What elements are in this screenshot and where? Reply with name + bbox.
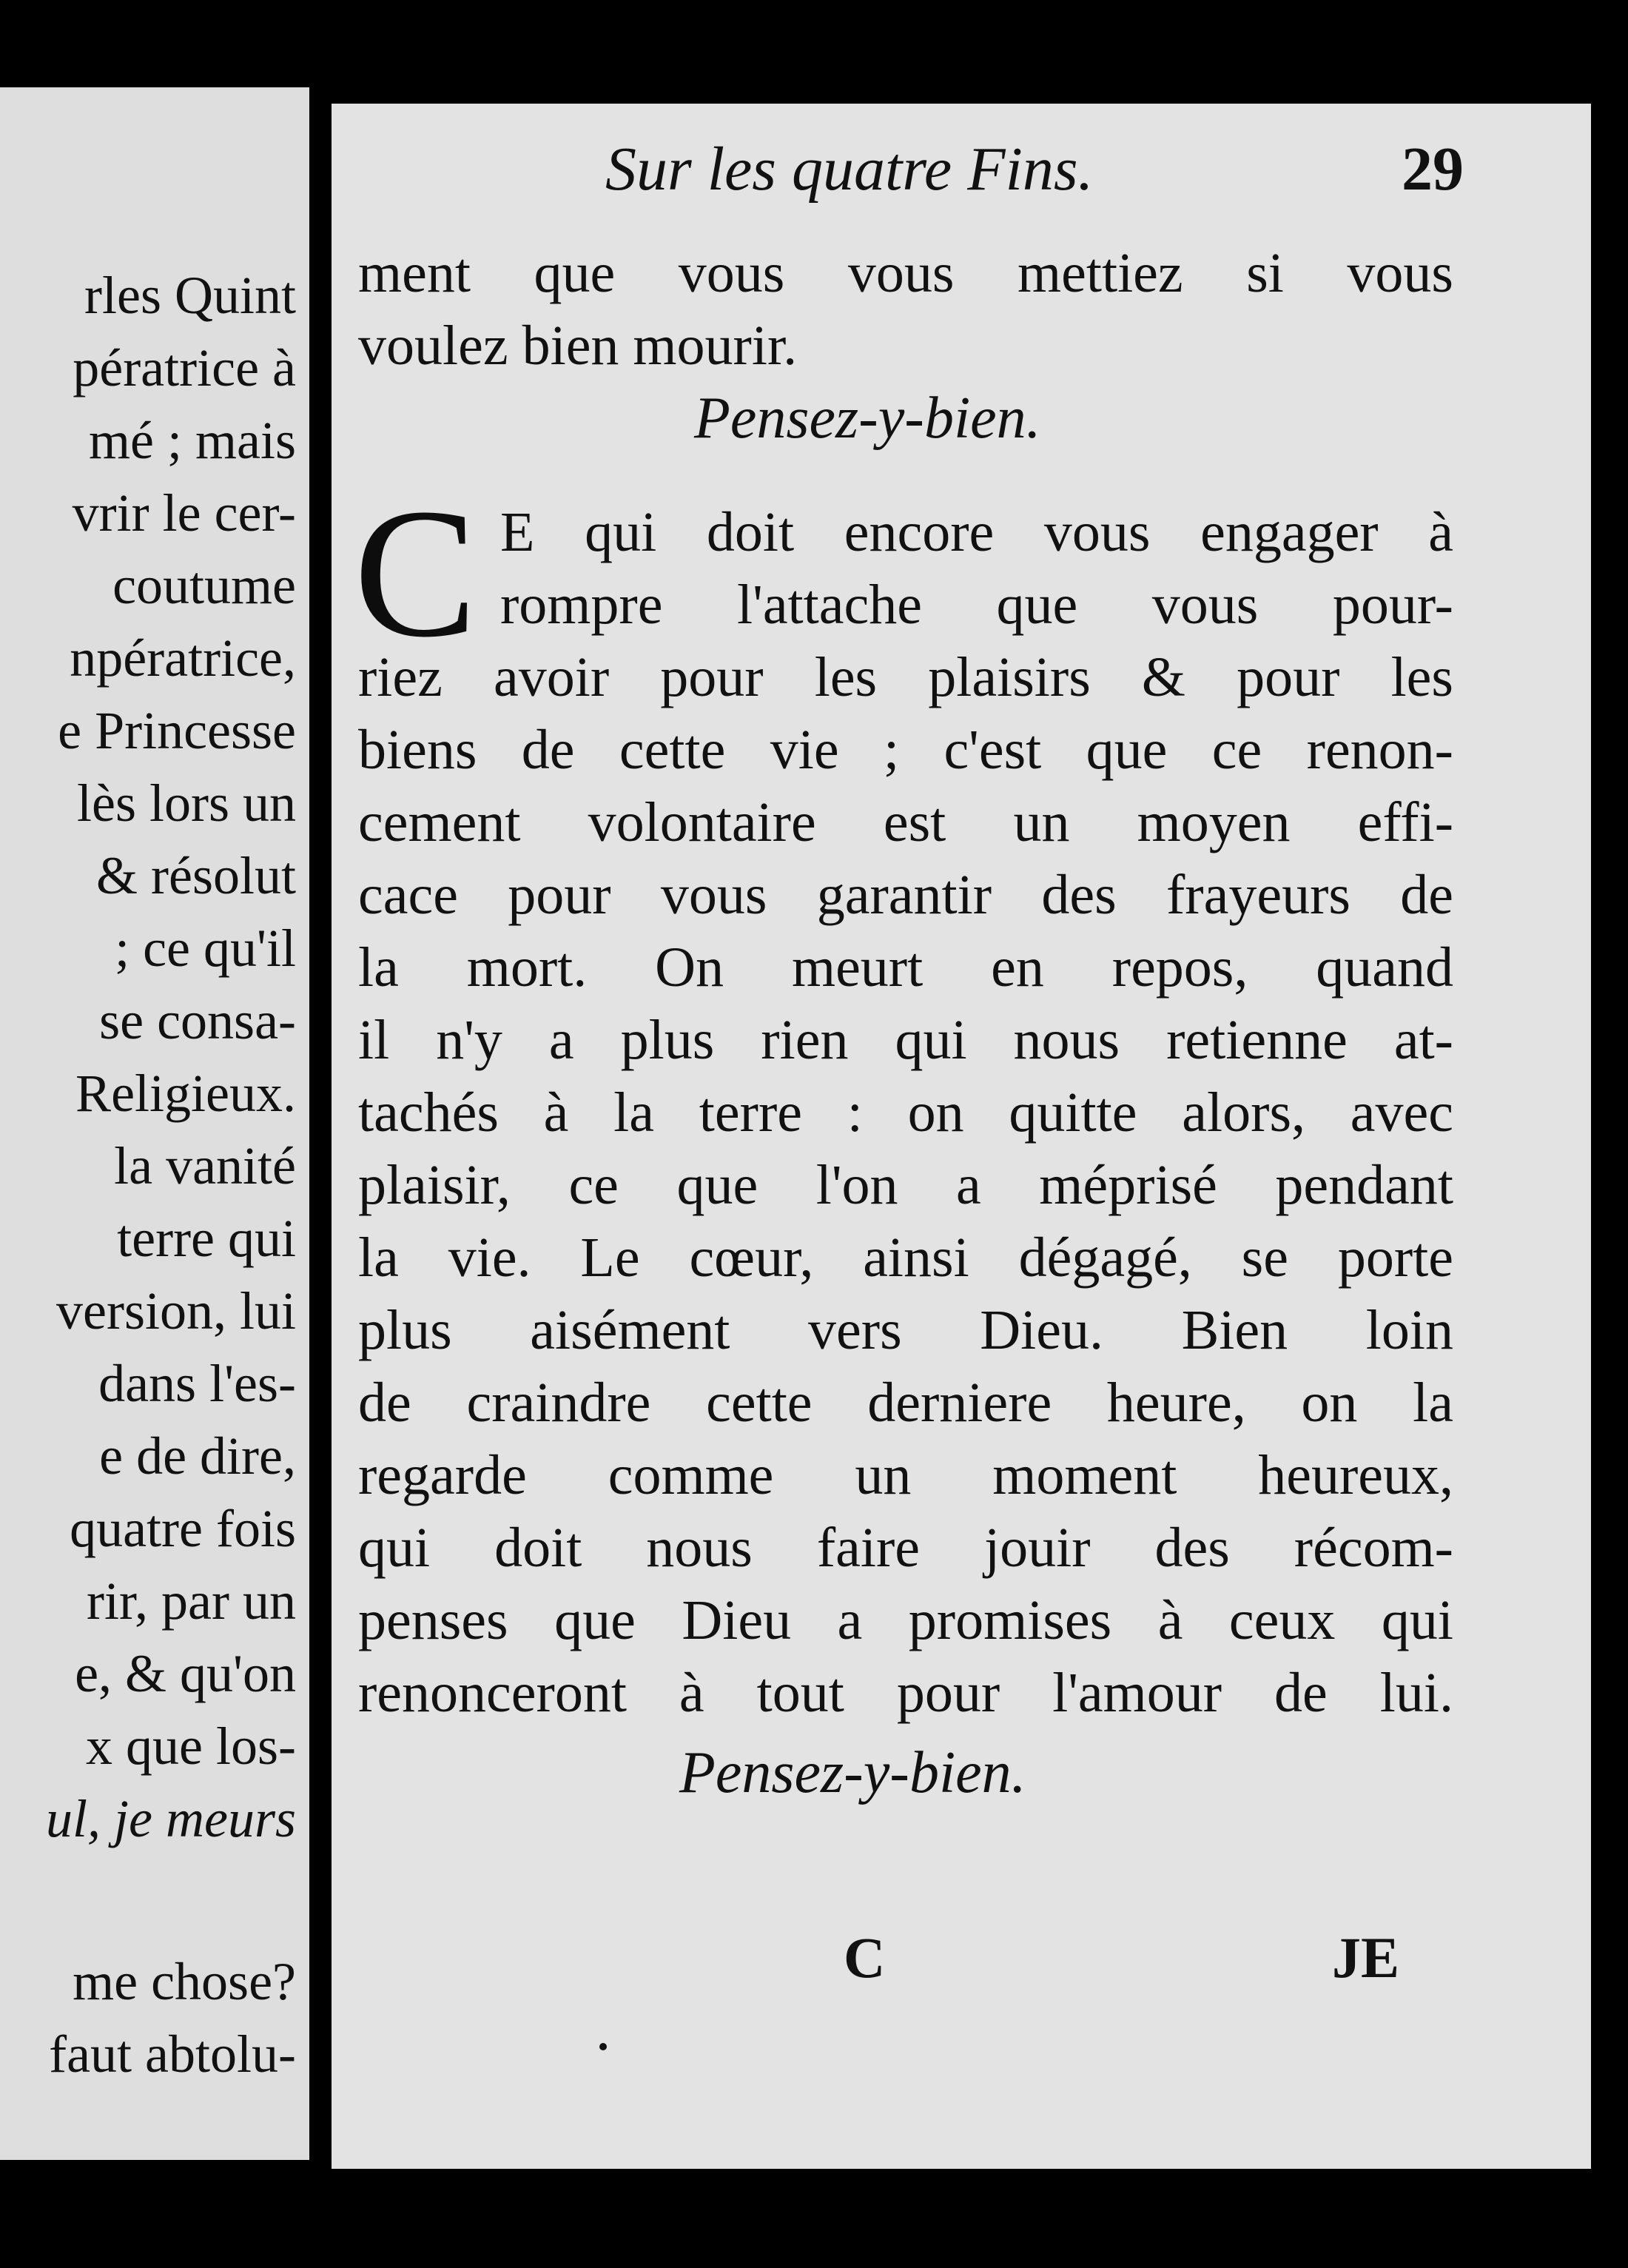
left-page-line: Religieux. [75,1064,296,1123]
left-page-fragment [0,87,309,2160]
left-page-line: e de dire, [99,1426,296,1486]
scan-border-right [1591,0,1628,2268]
page-number: 29 [1402,135,1464,204]
text-line: penses que Dieu a promises à ceux qui [358,1589,1453,1651]
left-page-line: coutume [112,556,296,615]
left-page-line: dans l'es- [98,1354,296,1413]
page-header [332,133,1464,222]
right-page [332,104,1591,2169]
running-title: Sur les quatre Fins. [605,135,1094,204]
text-line: riez avoir pour les plaisirs & pour les [358,646,1453,708]
text-line: ment que vous vous mettiez si vous [358,242,1453,304]
signoff-pensez-y-bien: Pensez-y-bien. [694,386,1041,451]
left-page-line: e Princesse [58,701,296,760]
text-line: de craindre cette derniere heure, on la [358,1372,1453,1434]
signoff-pensez-y-bien: Pensez-y-bien. [679,1740,1026,1805]
text-line: voulez bien mourir. [358,315,798,377]
left-page-line: & résolut [96,846,296,905]
left-page-line: mé ; mais [89,411,296,470]
left-page-line: ; ce qu'il [115,919,296,978]
left-page-line: me chose? [73,1952,296,2011]
book-gutter [309,0,332,2268]
text-line: la vie. Le cœur, ainsi dégagé, se porte [358,1227,1453,1289]
left-page-line: vrir le cer- [72,483,296,543]
text-line: la mort. On meurt en repos, quand [358,936,1453,999]
left-page-line: e, & qu'on [75,1644,296,1703]
text-line: cement volontaire est un moyen effi- [358,791,1453,853]
text-line: plaisir, ce que l'on a méprisé pendant [358,1154,1453,1216]
text-line: biens de cette vie ; c'est que ce renon- [358,719,1453,781]
text-line: regarde comme un moment heureux, [358,1444,1453,1506]
drop-cap: C [354,471,477,676]
left-page-line: x que los- [86,1717,296,1776]
text-line: cace pour vous garantir des frayeurs de [358,864,1453,926]
text-line: E qui doit encore vous engager à [500,501,1453,563]
left-page-line: version, lui [56,1281,296,1341]
left-page-line: faut abtolu- [49,2024,296,2084]
catchword: JE [1332,1925,1400,1990]
text-line: plus aisément vers Dieu. Bien loin [358,1299,1453,1361]
scan-border-top [332,0,1628,104]
left-page-line: rir, par un [86,1571,296,1631]
ink-speck [599,2043,607,2050]
text-line: qui doit nous faire jouir des récom- [358,1517,1453,1579]
left-page-line: lès lors un [77,774,296,833]
left-page-line: rles Quint [84,266,296,325]
left-page-line: quatre fois [70,1499,296,1558]
text-line: tachés à la terre : on quitte alors, avec [358,1081,1453,1144]
left-page-line: se consa- [99,991,296,1050]
left-page-line: npératrice, [70,628,296,688]
text-line: il n'y a plus rien qui nous retienne at- [358,1009,1453,1071]
text-line: renonceront à tout pour l'amour de lui. [358,1662,1453,1724]
left-page-line: pératrice à [73,338,296,397]
left-page-line: la vanité [114,1136,296,1195]
signature-mark: C [844,1925,886,1990]
left-page-line: terre qui [117,1209,296,1268]
text-line: rompre l'attache que vous pour- [500,574,1453,636]
left-page-line: ul, je meurs [46,1789,296,1848]
